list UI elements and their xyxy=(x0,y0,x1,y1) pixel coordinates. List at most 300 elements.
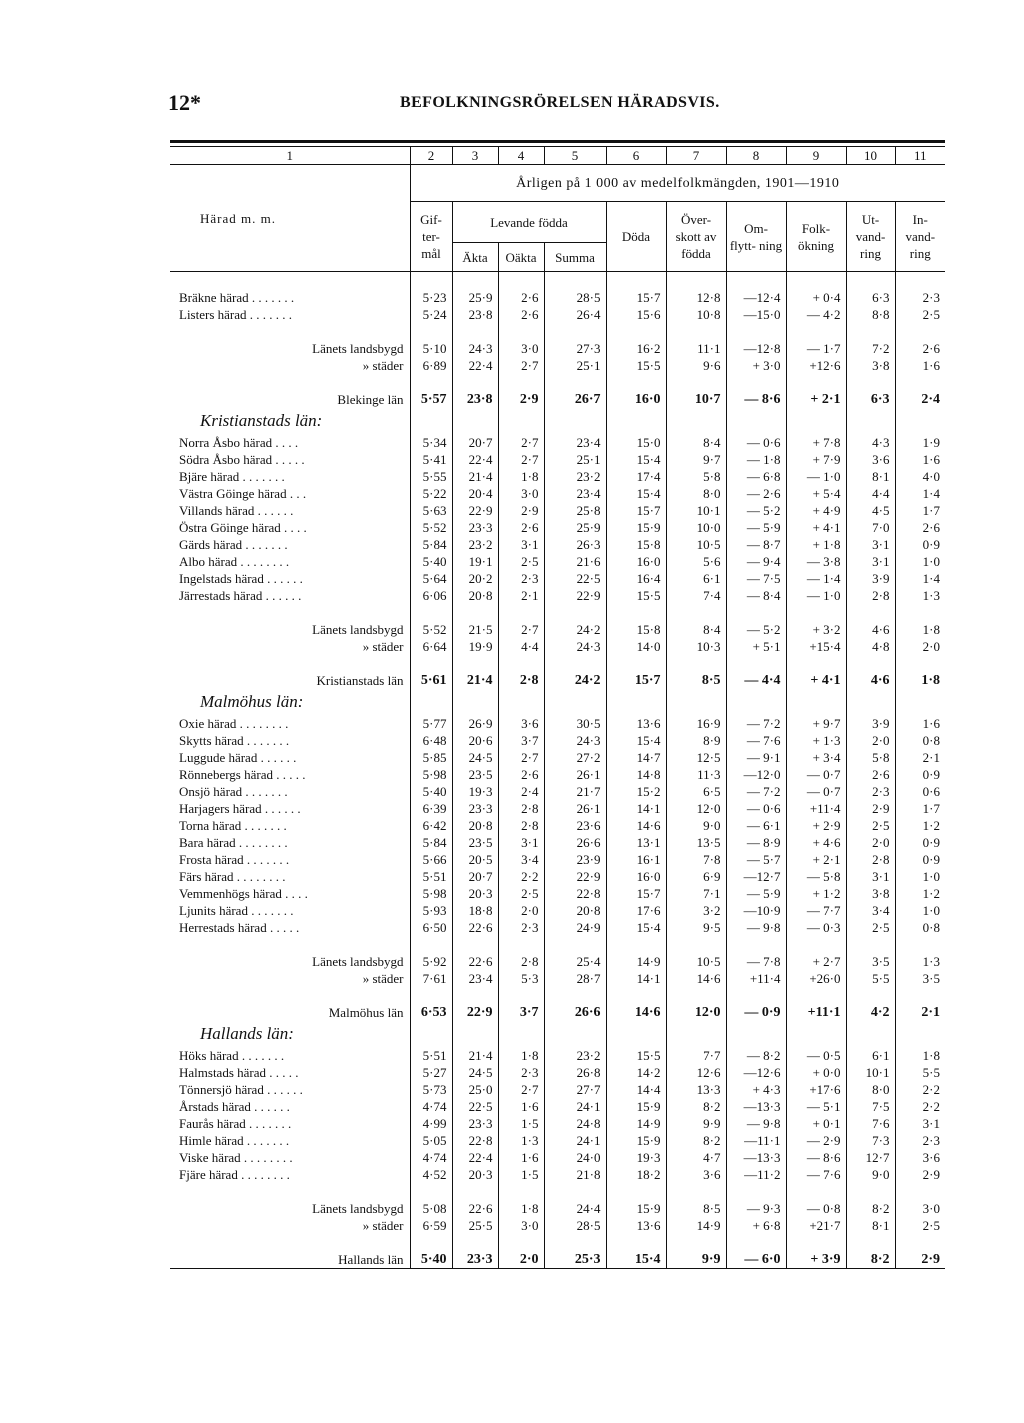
header-levande-fodda: Levande födda xyxy=(452,202,606,243)
cell-value: 5·10 xyxy=(410,340,452,357)
cell-value: — 7·5 xyxy=(726,570,786,587)
table-row xyxy=(170,1081,945,1098)
cell-value: 2·6 xyxy=(846,766,895,783)
cell-value: 12·5 xyxy=(666,749,726,766)
cell-value: 25·1 xyxy=(544,357,606,374)
cell-value: 2·0 xyxy=(895,638,945,655)
col-number: 8 xyxy=(726,147,786,165)
cell-value: 9·6 xyxy=(666,357,726,374)
cell-value: 2·8 xyxy=(498,672,544,689)
cell-value: 5·08 xyxy=(410,1200,452,1217)
cell-value: 18·8 xyxy=(452,902,498,919)
cell-value: 2·2 xyxy=(895,1081,945,1098)
cell-value: + 1·8 xyxy=(786,536,846,553)
cell-value: 1·5 xyxy=(498,1166,544,1183)
cell-value: 15·9 xyxy=(606,1132,666,1149)
cell-value: 1·8 xyxy=(498,1200,544,1217)
cell-value: 26·3 xyxy=(544,536,606,553)
cell-value: 16·4 xyxy=(606,570,666,587)
cell-value: 3·6 xyxy=(895,1149,945,1166)
cell-value: 5·51 xyxy=(410,868,452,885)
cell-value: 3·1 xyxy=(895,1115,945,1132)
cell-value: —15·0 xyxy=(726,306,786,323)
cell-value: 22·6 xyxy=(452,1200,498,1217)
cell-value: 19·1 xyxy=(452,553,498,570)
cell-value: 5·8 xyxy=(846,749,895,766)
row-label: » städer xyxy=(362,1218,404,1233)
cell-value: 2·7 xyxy=(498,621,544,638)
row-label: Järrestads härad . . . . . . xyxy=(179,588,302,603)
cell-value: — 1·0 xyxy=(786,468,846,485)
cell-value: 22·9 xyxy=(544,868,606,885)
cell-value: 3·6 xyxy=(498,715,544,732)
cell-value: 9·5 xyxy=(666,919,726,936)
cell-value: 5·3 xyxy=(498,970,544,987)
row-label: Halmstads härad . . . . . xyxy=(179,1065,299,1080)
cell-value: 8·2 xyxy=(846,1251,895,1269)
cell-value: 5·66 xyxy=(410,851,452,868)
cell-value: 2·8 xyxy=(498,800,544,817)
cell-value: 24·5 xyxy=(452,1064,498,1081)
cell-value: 2·0 xyxy=(498,1251,544,1269)
cell-value: + 4·6 xyxy=(786,834,846,851)
subtotal-row xyxy=(170,621,945,638)
cell-value: + 2·9 xyxy=(786,817,846,834)
cell-value: 5·98 xyxy=(410,766,452,783)
cell-value: 28·5 xyxy=(544,289,606,306)
cell-value: 0·9 xyxy=(895,834,945,851)
cell-value: 3·9 xyxy=(846,715,895,732)
cell-value: —12·7 xyxy=(726,868,786,885)
cell-value: — 6·1 xyxy=(726,817,786,834)
cell-value: 6·50 xyxy=(410,919,452,936)
row-label: Vemmenhögs härad . . . . xyxy=(179,886,308,901)
row-label: Villands härad . . . . . . xyxy=(179,503,294,518)
cell-value: 4·74 xyxy=(410,1149,452,1166)
header-omflyttning: Om- flytt- ning xyxy=(726,202,786,272)
cell-value: 23·2 xyxy=(452,536,498,553)
cell-value: 23·4 xyxy=(544,485,606,502)
cell-value: 11·3 xyxy=(666,766,726,783)
cell-value: 4·2 xyxy=(846,1004,895,1021)
cell-value: 22·5 xyxy=(452,1098,498,1115)
row-label: Norra Åsbo härad . . . . xyxy=(179,435,299,450)
cell-value: 18·2 xyxy=(606,1166,666,1183)
cell-value: 1·4 xyxy=(895,570,945,587)
cell-value: 5·98 xyxy=(410,885,452,902)
row-label: Onsjö härad . . . . . . . xyxy=(179,784,288,799)
cell-value: 2·2 xyxy=(498,868,544,885)
cell-value: 23·9 xyxy=(544,851,606,868)
cell-value: + 0·0 xyxy=(786,1064,846,1081)
cell-value: 4·7 xyxy=(666,1149,726,1166)
cell-value: 26·8 xyxy=(544,1064,606,1081)
cell-value: 1·3 xyxy=(895,953,945,970)
cell-value: 2·7 xyxy=(498,451,544,468)
cell-value: 24·0 xyxy=(544,1149,606,1166)
subtotal-row xyxy=(170,340,945,357)
section-row xyxy=(170,689,945,715)
col-number: 4 xyxy=(498,147,544,165)
table-row xyxy=(170,451,945,468)
section-title: Malmöhus län: xyxy=(200,692,304,711)
cell-value: 3·5 xyxy=(846,953,895,970)
cell-value: 4·99 xyxy=(410,1115,452,1132)
cell-value: 22·9 xyxy=(452,1004,498,1021)
county-total-row xyxy=(170,672,945,689)
cell-value: 23·5 xyxy=(452,766,498,783)
cell-value: — 0·9 xyxy=(726,1004,786,1021)
cell-value: 4·3 xyxy=(846,434,895,451)
cell-value: 30·5 xyxy=(544,715,606,732)
cell-value: 26·6 xyxy=(544,834,606,851)
cell-value: — 9·1 xyxy=(726,749,786,766)
cell-value: — 4·2 xyxy=(786,306,846,323)
cell-value: 8·4 xyxy=(666,434,726,451)
cell-value: — 7·6 xyxy=(726,732,786,749)
cell-value: — 8·2 xyxy=(726,1047,786,1064)
cell-value: 6·53 xyxy=(410,1004,452,1021)
cell-value: 4·6 xyxy=(846,672,895,689)
cell-value: 2·5 xyxy=(895,1217,945,1234)
cell-value: 24·1 xyxy=(544,1132,606,1149)
cell-value: 24·2 xyxy=(544,621,606,638)
cell-value: 5·27 xyxy=(410,1064,452,1081)
subtotal-row xyxy=(170,1200,945,1217)
cell-value: 2·2 xyxy=(895,1098,945,1115)
cell-value: — 7·2 xyxy=(726,715,786,732)
cell-value: 1·8 xyxy=(498,468,544,485)
cell-value: 3·9 xyxy=(846,570,895,587)
cell-value: 2·8 xyxy=(846,851,895,868)
cell-value: 5·34 xyxy=(410,434,452,451)
cell-value: 12·6 xyxy=(666,1064,726,1081)
col-number: 11 xyxy=(895,147,945,165)
cell-value: 15·5 xyxy=(606,1047,666,1064)
cell-value: 1·0 xyxy=(895,553,945,570)
row-label: Faurås härad . . . . . . . xyxy=(179,1116,292,1131)
cell-value: 20·7 xyxy=(452,868,498,885)
cell-value: 27·7 xyxy=(544,1081,606,1098)
cell-value: 1·6 xyxy=(895,715,945,732)
cell-value: 20·3 xyxy=(452,885,498,902)
cell-value: 8·8 xyxy=(846,306,895,323)
table-row xyxy=(170,919,945,936)
cell-value: 6·1 xyxy=(666,570,726,587)
cell-value: 2·7 xyxy=(498,434,544,451)
cell-value: + 0·1 xyxy=(786,1115,846,1132)
cell-value: 22·5 xyxy=(544,570,606,587)
cell-value: 2·3 xyxy=(498,1064,544,1081)
cell-value: 24·5 xyxy=(452,749,498,766)
cell-value: 5·73 xyxy=(410,1081,452,1098)
cell-value: 2·6 xyxy=(498,289,544,306)
cell-value: 17·4 xyxy=(606,468,666,485)
row-label: Listers härad . . . . . . . xyxy=(179,307,293,322)
cell-value: 2·9 xyxy=(895,1251,945,1269)
row-label: Frosta härad . . . . . . . xyxy=(179,852,290,867)
cell-value: 8·4 xyxy=(666,621,726,638)
col-number: 5 xyxy=(544,147,606,165)
cell-value: — 9·3 xyxy=(726,1200,786,1217)
cell-value: 2·5 xyxy=(498,885,544,902)
cell-value: 1·2 xyxy=(895,885,945,902)
cell-value: — 5·7 xyxy=(726,851,786,868)
cell-value: 15·4 xyxy=(606,732,666,749)
cell-value: 21·8 xyxy=(544,1166,606,1183)
cell-value: 24·9 xyxy=(544,919,606,936)
cell-value: 22·4 xyxy=(452,451,498,468)
cell-value: 14·9 xyxy=(666,1217,726,1234)
cell-value: 3·0 xyxy=(498,1217,544,1234)
cell-value: 25·4 xyxy=(544,953,606,970)
cell-value: 7·2 xyxy=(846,340,895,357)
cell-value: 5·93 xyxy=(410,902,452,919)
cell-value: 15·4 xyxy=(606,485,666,502)
cell-value: 7·6 xyxy=(846,1115,895,1132)
cell-value: 0·8 xyxy=(895,732,945,749)
table-row xyxy=(170,434,945,451)
cell-value: — 0·8 xyxy=(786,1200,846,1217)
header-summa: Summa xyxy=(544,243,606,272)
spacer-row xyxy=(170,374,945,391)
cell-value: 13·1 xyxy=(606,834,666,851)
cell-value: 15·4 xyxy=(606,919,666,936)
cell-value: 10·0 xyxy=(666,519,726,536)
cell-value: +11·4 xyxy=(786,800,846,817)
cell-value: 2·4 xyxy=(895,391,945,408)
cell-value: 2·0 xyxy=(846,834,895,851)
cell-value: + 5·4 xyxy=(786,485,846,502)
cell-value: 10·1 xyxy=(666,502,726,519)
subtotal-row xyxy=(170,638,945,655)
cell-value: 2·9 xyxy=(895,1166,945,1183)
cell-value: 15·5 xyxy=(606,357,666,374)
table-row xyxy=(170,536,945,553)
cell-value: +26·0 xyxy=(786,970,846,987)
cell-value: 3·0 xyxy=(895,1200,945,1217)
cell-value: — 8·6 xyxy=(726,391,786,408)
cell-value: 6·42 xyxy=(410,817,452,834)
cell-value: 8·0 xyxy=(846,1081,895,1098)
cell-value: 19·9 xyxy=(452,638,498,655)
cell-value: 20·8 xyxy=(452,817,498,834)
cell-value: 2·1 xyxy=(498,587,544,604)
cell-value: 5·61 xyxy=(410,672,452,689)
cell-value: 6·9 xyxy=(666,868,726,885)
cell-value: 2·1 xyxy=(895,1004,945,1021)
cell-value: — 1·4 xyxy=(786,570,846,587)
cell-value: 23·6 xyxy=(544,817,606,834)
cell-value: 14·9 xyxy=(606,953,666,970)
cell-value: 16·9 xyxy=(666,715,726,732)
header-harad: Härad m. m. xyxy=(170,165,410,272)
cell-value: — 7·6 xyxy=(786,1166,846,1183)
cell-value: 15·7 xyxy=(606,289,666,306)
cell-value: 22·6 xyxy=(452,953,498,970)
cell-value: + 4·3 xyxy=(726,1081,786,1098)
cell-value: +15·4 xyxy=(786,638,846,655)
cell-value: 13·6 xyxy=(606,715,666,732)
cell-value: 3·1 xyxy=(846,553,895,570)
col-number: 9 xyxy=(786,147,846,165)
cell-value: 26·7 xyxy=(544,391,606,408)
cell-value: — 0·6 xyxy=(726,800,786,817)
cell-value: 14·6 xyxy=(606,1004,666,1021)
cell-value: 3·7 xyxy=(498,1004,544,1021)
cell-value: — 0·7 xyxy=(786,783,846,800)
cell-value: 21·4 xyxy=(452,672,498,689)
cell-value: 24·3 xyxy=(452,340,498,357)
header-invandring: In- vand- ring xyxy=(895,202,945,272)
cell-value: 12·0 xyxy=(666,1004,726,1021)
cell-value: 28·5 xyxy=(544,1217,606,1234)
cell-value: 4·5 xyxy=(846,502,895,519)
section-row xyxy=(170,1021,945,1047)
cell-value: 23·3 xyxy=(452,1251,498,1269)
cell-value: — 2·6 xyxy=(726,485,786,502)
cell-value: 1·0 xyxy=(895,902,945,919)
cell-value: 25·5 xyxy=(452,1217,498,1234)
cell-value: 2·3 xyxy=(895,289,945,306)
cell-value: 2·5 xyxy=(895,306,945,323)
cell-value: 21·6 xyxy=(544,553,606,570)
cell-value: — 3·8 xyxy=(786,553,846,570)
table-row xyxy=(170,1064,945,1081)
row-label: Ljunits härad . . . . . . . xyxy=(179,903,294,918)
cell-value: 3·0 xyxy=(498,340,544,357)
table-row xyxy=(170,485,945,502)
cell-value: 5·40 xyxy=(410,783,452,800)
cell-value: 21·7 xyxy=(544,783,606,800)
col-number: 3 xyxy=(452,147,498,165)
cell-value: — 8·6 xyxy=(786,1149,846,1166)
cell-value: 22·6 xyxy=(452,919,498,936)
cell-value: + 2·1 xyxy=(786,391,846,408)
cell-value: 7·4 xyxy=(666,587,726,604)
cell-value: 2·6 xyxy=(895,519,945,536)
cell-value: 25·8 xyxy=(544,502,606,519)
row-label: Länets landsbygd xyxy=(312,341,404,356)
row-label: Årstads härad . . . . . . xyxy=(179,1099,290,1114)
cell-value: 2·8 xyxy=(846,587,895,604)
table-row xyxy=(170,715,945,732)
row-label: » städer xyxy=(362,358,404,373)
cell-value: 1·3 xyxy=(895,587,945,604)
cell-value: 16·0 xyxy=(606,868,666,885)
cell-value: 16·0 xyxy=(606,553,666,570)
cell-value: 20·5 xyxy=(452,851,498,868)
row-label: Östra Göinge härad . . . . xyxy=(179,520,307,535)
spacer-row xyxy=(170,323,945,340)
cell-value: 2·5 xyxy=(846,919,895,936)
cell-value: — 5·2 xyxy=(726,621,786,638)
cell-value: 1·5 xyxy=(498,1115,544,1132)
cell-value: 3·1 xyxy=(498,834,544,851)
spacer-row xyxy=(170,1234,945,1251)
cell-value: 9·0 xyxy=(846,1166,895,1183)
cell-value: 16·2 xyxy=(606,340,666,357)
table-row xyxy=(170,1166,945,1183)
table-row xyxy=(170,1098,945,1115)
cell-value: 9·9 xyxy=(666,1251,726,1269)
cell-value: 1·2 xyxy=(895,817,945,834)
cell-value: 8·1 xyxy=(846,1217,895,1234)
cell-value: 9·7 xyxy=(666,451,726,468)
cell-value: 1·7 xyxy=(895,502,945,519)
row-label: Luggude härad . . . . . . xyxy=(179,750,297,765)
cell-value: — 5·2 xyxy=(726,502,786,519)
county-total-row xyxy=(170,1251,945,1269)
subtotal-row xyxy=(170,1217,945,1234)
cell-value: — 9·4 xyxy=(726,553,786,570)
row-label: Torna härad . . . . . . . xyxy=(179,818,287,833)
cell-value: 5·51 xyxy=(410,1047,452,1064)
cell-value: 24·8 xyxy=(544,1115,606,1132)
cell-value: 24·3 xyxy=(544,638,606,655)
cell-value: 27·3 xyxy=(544,340,606,357)
cell-value: 6·89 xyxy=(410,357,452,374)
row-label: Viske härad . . . . . . . . xyxy=(179,1150,293,1165)
cell-value: 22·4 xyxy=(452,357,498,374)
cell-value: + 5·1 xyxy=(726,638,786,655)
cell-value: 8·1 xyxy=(846,468,895,485)
cell-value: 20·8 xyxy=(544,902,606,919)
cell-value: 10·3 xyxy=(666,638,726,655)
cell-value: 5·5 xyxy=(895,1064,945,1081)
cell-value: 26·1 xyxy=(544,766,606,783)
row-label: Höks härad . . . . . . . xyxy=(179,1048,285,1063)
cell-value: 6·3 xyxy=(846,289,895,306)
cell-value: — 2·9 xyxy=(786,1132,846,1149)
cell-value: 0·9 xyxy=(895,536,945,553)
table-row xyxy=(170,587,945,604)
cell-value: 23·8 xyxy=(452,306,498,323)
header-oakta: Oäkta xyxy=(498,243,544,272)
cell-value: 23·2 xyxy=(544,1047,606,1064)
cell-value: — 0·5 xyxy=(786,1047,846,1064)
row-label: Malmöhus län xyxy=(328,1005,404,1020)
cell-value: 20·4 xyxy=(452,485,498,502)
cell-value: 5·41 xyxy=(410,451,452,468)
cell-value: 7·3 xyxy=(846,1132,895,1149)
cell-value: 8·0 xyxy=(666,485,726,502)
cell-value: 21·4 xyxy=(452,1047,498,1064)
cell-value: 28·7 xyxy=(544,970,606,987)
cell-value: 14·4 xyxy=(606,1081,666,1098)
spacer-row xyxy=(170,1183,945,1200)
cell-value: 23·3 xyxy=(452,1115,498,1132)
cell-value: 16·1 xyxy=(606,851,666,868)
row-label: Tönnersjö härad . . . . . . xyxy=(179,1082,303,1097)
row-label: Färs härad . . . . . . . . xyxy=(179,869,286,884)
cell-value: 10·1 xyxy=(846,1064,895,1081)
cell-value: 22·8 xyxy=(544,885,606,902)
cell-value: 15·9 xyxy=(606,519,666,536)
cell-value: 8·5 xyxy=(666,672,726,689)
cell-value: 20·7 xyxy=(452,434,498,451)
cell-value: 1·8 xyxy=(498,1047,544,1064)
cell-value: — 1·7 xyxy=(786,340,846,357)
cell-value: —12·8 xyxy=(726,340,786,357)
cell-value: 17·6 xyxy=(606,902,666,919)
subtotal-row xyxy=(170,953,945,970)
row-label: Albo härad . . . . . . . . xyxy=(179,554,290,569)
cell-value: 7·1 xyxy=(666,885,726,902)
cell-value: 15·0 xyxy=(606,434,666,451)
row-label: Rönnebergs härad . . . . . xyxy=(179,767,306,782)
cell-value: 15·7 xyxy=(606,885,666,902)
